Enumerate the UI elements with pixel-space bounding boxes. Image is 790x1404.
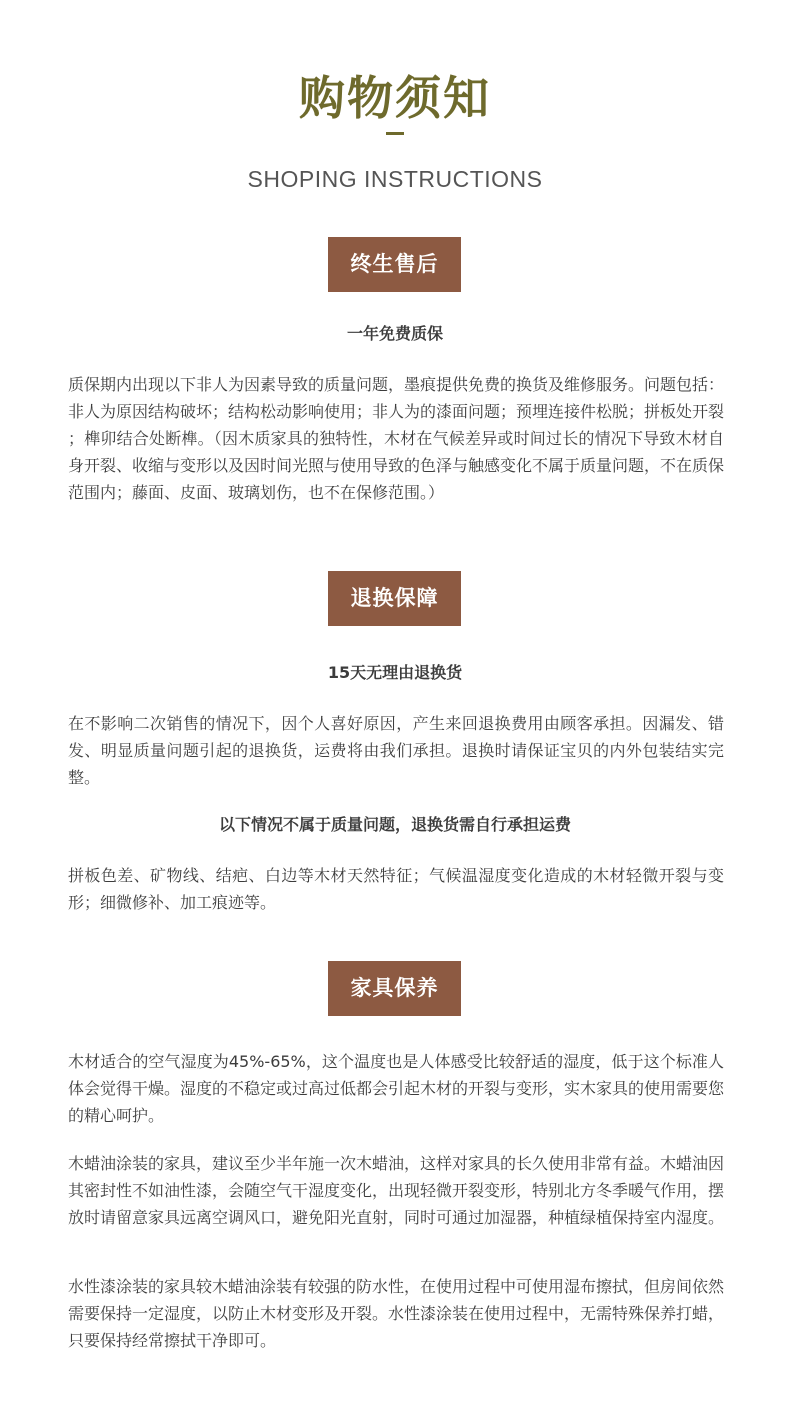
section-badge-lifetime: 终生售后 <box>328 237 461 292</box>
subheading-exclusions: 以下情况不属于质量问题，退换货需自行承担运费 <box>218 815 571 834</box>
page-title: 购物须知 <box>299 71 491 125</box>
paragraph-care-water-paint: 水性漆涂装的家具较木蜡油涂装有较强的防水性，在使用过程中可使用湿布擦拭，但房间依然需要保持一定湿度，以防止木材变形及开裂。水性漆涂装在使用过程中，无需特殊保养打蜡，只要保持经常擦拭干净即可。 <box>68 1277 725 1350</box>
section-badge-care: 家具保养 <box>328 961 461 1016</box>
section-badge-returns: 退换保障 <box>328 571 461 626</box>
paragraph-warranty: 质保期内出现以下非人为因素导致的质量问题，墨痕提供免费的换货及维修服务。问题包括：非人为原因结构破坏；结构松动影响使用；非人为的漆面问题；预埋连接件松脱；拼板处开裂 ；榫卯结合处断榫。（因木质家具的独特性，木材在气候差异或时间过长的情况下导致木材自身开裂、收缩与变形以及因时间光照与使用导致的色泽与触感变化不属于质量问题，不在质保范围内；藤面、皮面、玻璃划伤，也不在保修范围。） <box>68 375 725 502</box>
paragraph-care-humidity: 木材适合的空气湿度为45%-65%，这个温度也是人体感受比较舒适的湿度，低于这个标准人体会觉得干燥。湿度的不稳定或过高过低都会引起木材的开裂与变形，实木家具的使用需要您的精心呵护。 <box>68 1052 725 1125</box>
page-subtitle: SHOPING INSTRUCTIONS <box>247 166 543 192</box>
title-divider <box>386 132 404 135</box>
paragraph-returns: 在不影响二次销售的情况下，因个人喜好原因，产生来回退换费用由顾客承担。因漏发、错发、明显质量问题引起的退换货，运费将由我们承担。退换时请保证宝贝的内外包装结实完整。 <box>68 714 724 787</box>
subheading-warranty: 一年免费质保 <box>346 324 443 343</box>
paragraph-exclusions: 拼板色差、矿物线、结疤、白边等木材天然特征；气候温湿度变化造成的木材轻微开裂与变形；细微修补、加工痕迹等。 <box>68 866 724 912</box>
subheading-returns: 15天无理由退换货 <box>327 663 463 682</box>
paragraph-care-wax-oil: 木蜡油涂装的家具，建议至少半年施一次木蜡油，这样对家具的长久使用非常有益。木蜡油因其密封性不如油性漆，会随空气干湿度变化，出现轻微开裂变形，特别北方冬季暖气作用，摆放时请留意家具远离空调风口，避免阳光直射，同时可通过加湿器，种植绿植保持室内湿度。 <box>68 1154 725 1227</box>
